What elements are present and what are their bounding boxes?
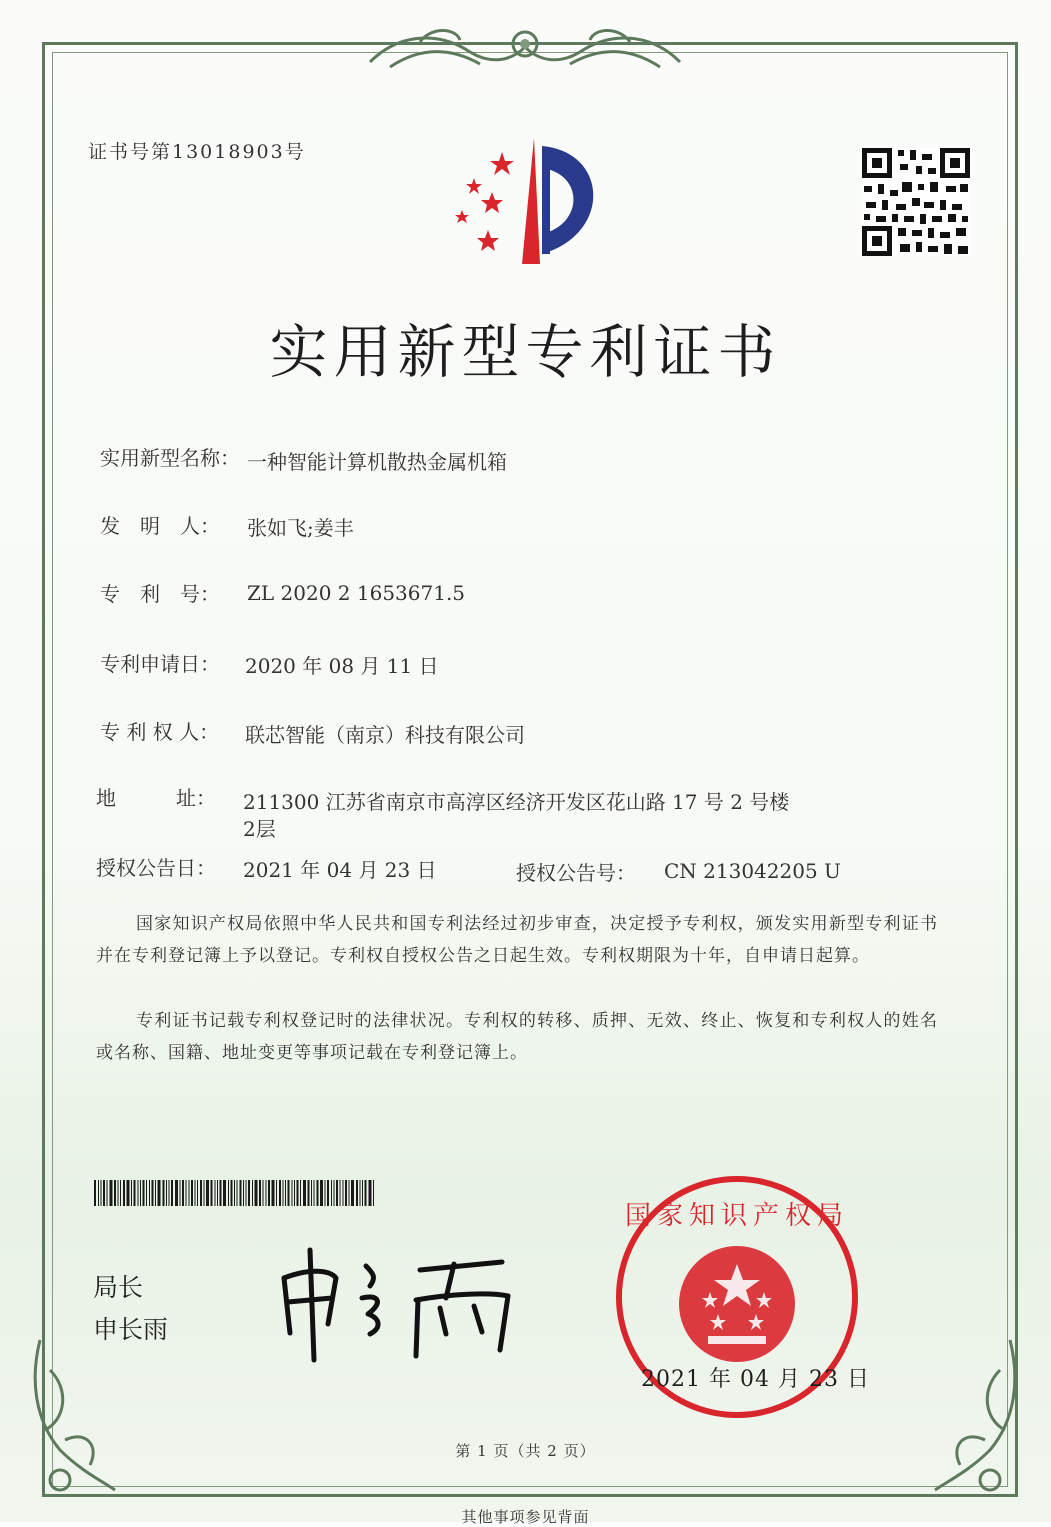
top-ornament — [360, 22, 690, 82]
address-label: 地 址： — [96, 786, 216, 810]
barcode-icon — [94, 1180, 376, 1206]
address-value-line2: 2层 — [243, 817, 276, 841]
address-value-line1: 211300 江苏省南京市高淳区经济开发区花山路 17 号 2 号楼 — [243, 790, 790, 814]
seal-date: 2021 年 04 月 23 日 — [641, 1367, 870, 1392]
seal-text: 国家知识产权局 — [624, 1201, 850, 1231]
grant-number-value: CN 213042205 U — [664, 859, 841, 883]
qr-code-icon[interactable] — [862, 148, 970, 256]
inventor-value: 张如飞;姜丰 — [247, 516, 354, 540]
page-indicator: 第 1 页（共 2 页） — [455, 1442, 596, 1460]
filing-date-value: 2020 年 08 月 11 日 — [245, 654, 439, 678]
statement-paragraph-2: 专利证书记载专利权登记时的法律状况。专利权的转移、质押、无效、终止、恢复和专利权人的姓名或名称、国籍、地址变更等事项记载在专利登记簿上。 — [96, 1011, 938, 1063]
patentee-value: 联芯智能（南京）科技有限公司 — [245, 723, 525, 747]
grant-date-value: 2021 年 04 月 23 日 — [243, 858, 437, 882]
bottom-left-ornament — [20, 1330, 120, 1500]
patent-number-value: ZL 2020 2 1653671.5 — [247, 581, 466, 605]
cnipa-logo-icon — [444, 134, 614, 264]
grant-date-label: 授权公告日： — [96, 856, 216, 880]
grant-number-label: 授权公告号： — [516, 861, 636, 885]
director-signature — [270, 1238, 520, 1363]
patent-number-label: 专 利 号： — [100, 582, 220, 606]
inner-border — [52, 52, 1008, 1487]
filing-date-label: 专利申请日： — [100, 652, 220, 676]
back-note: 其他事项参见背面 — [461, 1508, 590, 1526]
certificate-title: 实用新型专利证书 — [269, 318, 782, 386]
certificate-number: 证书号第13018903号 — [88, 141, 306, 163]
utility-model-name-label: 实用新型名称： — [100, 446, 240, 470]
statement-paragraph-1: 国家知识产权局依照中华人民共和国专利法经过初步审查，决定授予专利权，颁发实用新型专利证书并在专利登记簿上予以登记。专利权自授权公告之日起生效。专利权期限为十年，自申请日起算。 — [96, 914, 938, 966]
director-title: 局长 — [93, 1273, 144, 1302]
bottom-right-ornament — [930, 1330, 1030, 1500]
director-name: 申长雨 — [93, 1315, 169, 1344]
utility-model-name-value: 一种智能计算机散热金属机箱 — [247, 450, 507, 474]
patentee-label: 专 利 权 人： — [100, 720, 220, 744]
inventor-label: 发 明 人： — [100, 514, 220, 538]
